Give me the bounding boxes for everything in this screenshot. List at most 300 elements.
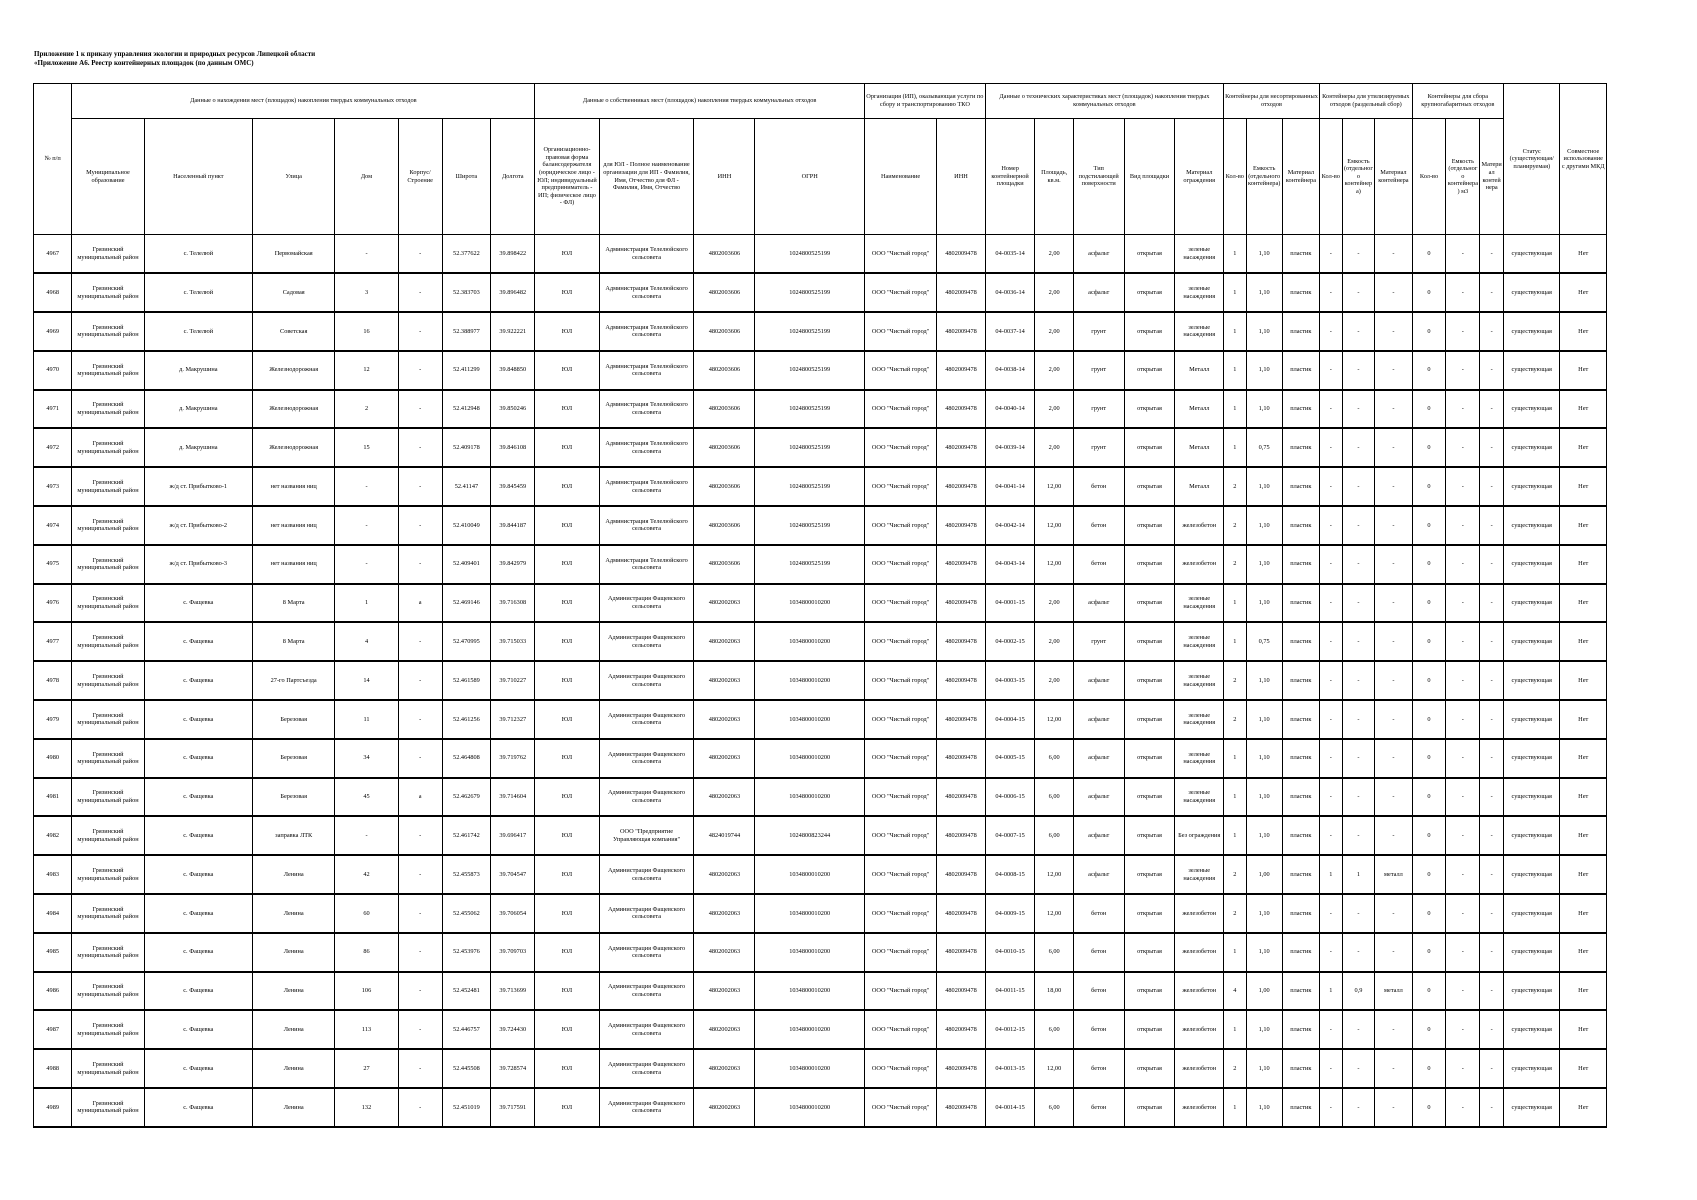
cell-fence: железобетон	[1175, 894, 1224, 933]
cell-longitude: 39.716308	[491, 584, 535, 623]
cell-recycle-capacity: -	[1342, 778, 1375, 817]
cell-municipality: Грязинский муниципальный район	[72, 467, 144, 506]
cell-area: 12,00	[1035, 894, 1073, 933]
cell-recycle-material: металл	[1375, 855, 1412, 894]
cell-legal-form: ЮЛ	[535, 545, 599, 584]
cell-status: существующая	[1504, 894, 1560, 933]
cell-street: Ленина	[253, 972, 335, 1011]
cell-recycle-material: металл	[1375, 972, 1412, 1011]
header-line-1: Приложение 1 к приказу управления экологии и природных ресурсов Липецкой области	[34, 50, 316, 58]
cell-building: -	[398, 972, 442, 1011]
cell-house: 86	[335, 933, 398, 972]
cell-operator-inn: 4802009478	[937, 545, 986, 584]
cell-legal-form: ЮЛ	[535, 972, 599, 1011]
cell-bulky-count: 0	[1412, 894, 1446, 933]
cell-building: -	[398, 894, 442, 933]
cell-unsorted-count: 2	[1224, 545, 1247, 584]
cell-operator-inn: 4802009478	[937, 816, 986, 855]
cell-building: -	[398, 622, 442, 661]
cell-ogrn: 1024800525199	[755, 506, 865, 545]
cell-street: Ленина	[253, 1010, 335, 1049]
cell-ogrn: 1034800010200	[755, 739, 865, 778]
cell-unsorted-count: 4	[1224, 972, 1247, 1011]
cell-inn: 4802003606	[694, 351, 755, 390]
cell-operator-inn: 4802009478	[937, 1010, 986, 1049]
cell-ogrn: 1034800010200	[755, 1010, 865, 1049]
cell-bulky-material: -	[1480, 351, 1504, 390]
cell-operator-name: ООО "Чистый город"	[864, 506, 936, 545]
cell-recycle-capacity: -	[1342, 739, 1375, 778]
cell-legal-form: ЮЛ	[535, 1088, 599, 1127]
cell-building: -	[398, 1088, 442, 1127]
cell-bulky-capacity: -	[1446, 894, 1480, 933]
col-settlement-header: Населенный пункт	[144, 119, 252, 235]
cell-bulky-capacity: -	[1446, 739, 1480, 778]
table-row	[34, 390, 1607, 429]
cell-house: -	[335, 506, 398, 545]
cell-area: 2,00	[1035, 584, 1073, 623]
cell-longitude: 39.844187	[491, 506, 535, 545]
cell-surface: бетон	[1073, 894, 1124, 933]
cell-surface: асфальт	[1073, 700, 1124, 739]
cell-unsorted-count: 1	[1224, 390, 1247, 429]
cell-ogrn: 1034800010200	[755, 972, 865, 1011]
cell-operator-name: ООО "Чистый город"	[864, 700, 936, 739]
cell-municipality: Грязинский муниципальный район	[72, 622, 144, 661]
cell-status: существующая	[1504, 584, 1560, 623]
cell-legal-form: ЮЛ	[535, 622, 599, 661]
cell-operator-inn: 4802009478	[937, 506, 986, 545]
cell-unsorted-capacity: 1,10	[1246, 584, 1282, 623]
group-recycle-header: Контейнеры для утилизируемых отходов (раздельный сбор)	[1319, 84, 1412, 119]
table-header	[34, 84, 1607, 235]
cell-longitude: 39.713699	[491, 972, 535, 1011]
cell-operator-inn: 4802009478	[937, 661, 986, 700]
table-row	[34, 739, 1607, 778]
cell-legal-form: ЮЛ	[535, 661, 599, 700]
cell-bulky-count: 0	[1412, 855, 1446, 894]
cell-recycle-capacity: -	[1342, 235, 1375, 274]
cell-fence: зеленые насаждения	[1175, 739, 1224, 778]
cell-site-type: открытая	[1124, 584, 1175, 623]
cell-unsorted-capacity: 1,10	[1246, 661, 1282, 700]
cell-operator-name: ООО "Чистый город"	[864, 894, 936, 933]
cell-recycle-count: -	[1319, 273, 1342, 312]
cell-unsorted-capacity: 1,00	[1246, 972, 1282, 1011]
cell-latitude: 52.388977	[442, 312, 491, 351]
cell-status: существующая	[1504, 467, 1560, 506]
cell-recycle-material: -	[1375, 390, 1412, 429]
group-owners-header: Данные о собственниках мест (площадок) накопления твердых коммунальных отходов	[535, 84, 865, 119]
cell-owner-name: Администрация Фащевского сельсовета	[599, 661, 694, 700]
cell-inn: 4824019744	[694, 816, 755, 855]
cell-site-number: 04-0011-15	[985, 972, 1035, 1011]
cell-unsorted-capacity: 1,10	[1246, 739, 1282, 778]
cell-area: 2,00	[1035, 390, 1073, 429]
cell-recycle-count: -	[1319, 584, 1342, 623]
cell-unsorted-capacity: 1,10	[1246, 545, 1282, 584]
cell-operator-name: ООО "Чистый город"	[864, 545, 936, 584]
document-header	[34, 50, 315, 68]
cell-longitude: 39.846108	[491, 428, 535, 467]
cell-inn: 4802002063	[694, 972, 755, 1011]
cell-site-type: открытая	[1124, 1049, 1175, 1088]
cell-municipality: Грязинский муниципальный район	[72, 933, 144, 972]
table-body	[34, 235, 1607, 1127]
cell-house: 12	[335, 351, 398, 390]
cell-unsorted-material: пластик	[1282, 816, 1319, 855]
cell-owner-name: Администрация Фащевского сельсовета	[599, 739, 694, 778]
cell-site-number: 04-0003-15	[985, 661, 1035, 700]
cell-longitude: 39.719762	[491, 739, 535, 778]
cell-house: -	[335, 467, 398, 506]
cell-ogrn: 1024800525199	[755, 390, 865, 429]
cell-site-number: 04-0039-14	[985, 428, 1035, 467]
cell-longitude: 39.848850	[491, 351, 535, 390]
cell-recycle-material: -	[1375, 894, 1412, 933]
cell-inn: 4802003606	[694, 467, 755, 506]
cell-site-number: 04-0009-15	[985, 894, 1035, 933]
cell-street: Ленина	[253, 855, 335, 894]
cell-number: 4980	[34, 739, 72, 778]
cell-fence: Без ограждения	[1175, 816, 1224, 855]
cell-surface: асфальт	[1073, 584, 1124, 623]
cell-legal-form: ЮЛ	[535, 739, 599, 778]
cell-unsorted-capacity: 1,10	[1246, 816, 1282, 855]
cell-status: существующая	[1504, 312, 1560, 351]
cell-inn: 4802002063	[694, 933, 755, 972]
cell-bulky-count: 0	[1412, 351, 1446, 390]
cell-bulky-count: 0	[1412, 1049, 1446, 1088]
cell-recycle-count: -	[1319, 1049, 1342, 1088]
cell-bulky-material: -	[1480, 739, 1504, 778]
cell-municipality: Грязинский муниципальный район	[72, 894, 144, 933]
table-row	[34, 428, 1607, 467]
col-owner-name-header: для ЮЛ - Полное наименование организации для ИП - Фамилия, Имя, Отчество для ФЛ - Фамилия, Имя, Отчество	[599, 119, 694, 235]
cell-house: 132	[335, 1088, 398, 1127]
cell-latitude: 52.455873	[442, 855, 491, 894]
cell-building: -	[398, 661, 442, 700]
cell-unsorted-capacity: 1,10	[1246, 1010, 1282, 1049]
cell-site-type: открытая	[1124, 855, 1175, 894]
cell-owner-name: Администрация Телелюйского сельсовета	[599, 545, 694, 584]
cell-site-type: открытая	[1124, 351, 1175, 390]
cell-inn: 4802002063	[694, 700, 755, 739]
header-line-2: «Приложение А6. Реестр контейнерных площадок (по данным ОМС)	[34, 59, 254, 67]
cell-building: -	[398, 933, 442, 972]
cell-unsorted-count: 2	[1224, 855, 1247, 894]
cell-recycle-count: -	[1319, 933, 1342, 972]
cell-settlement: с. Фащевка	[144, 622, 252, 661]
cell-number: 4981	[34, 778, 72, 817]
cell-recycle-capacity: -	[1342, 273, 1375, 312]
cell-municipality: Грязинский муниципальный район	[72, 545, 144, 584]
cell-owner-name: Администрация Фащевского сельсовета	[599, 1088, 694, 1127]
cell-unsorted-count: 2	[1224, 661, 1247, 700]
cell-area: 2,00	[1035, 351, 1073, 390]
cell-building: -	[398, 351, 442, 390]
cell-street: Березовая	[253, 700, 335, 739]
cell-unsorted-material: пластик	[1282, 467, 1319, 506]
cell-bulky-count: 0	[1412, 661, 1446, 700]
cell-status: существующая	[1504, 1088, 1560, 1127]
cell-mkd: Нет	[1560, 855, 1607, 894]
cell-area: 12,00	[1035, 545, 1073, 584]
cell-number: 4988	[34, 1049, 72, 1088]
cell-unsorted-count: 2	[1224, 1049, 1247, 1088]
cell-mkd: Нет	[1560, 894, 1607, 933]
cell-bulky-count: 0	[1412, 273, 1446, 312]
cell-unsorted-count: 1	[1224, 428, 1247, 467]
col-inn-header: ИНН	[694, 119, 755, 235]
cell-ogrn: 1034800010200	[755, 855, 865, 894]
cell-municipality: Грязинский муниципальный район	[72, 972, 144, 1011]
cell-mkd: Нет	[1560, 1010, 1607, 1049]
cell-unsorted-capacity: 1,10	[1246, 1088, 1282, 1127]
cell-house: 4	[335, 622, 398, 661]
cell-building: -	[398, 428, 442, 467]
cell-recycle-material: -	[1375, 235, 1412, 274]
cell-building: -	[398, 1049, 442, 1088]
cell-site-number: 04-0010-15	[985, 933, 1035, 972]
cell-surface: грунт	[1073, 428, 1124, 467]
cell-street: Ленина	[253, 1088, 335, 1127]
cell-inn: 4802003606	[694, 390, 755, 429]
cell-unsorted-count: 1	[1224, 351, 1247, 390]
cell-area: 6,00	[1035, 1088, 1073, 1127]
cell-ogrn: 1034800010200	[755, 1088, 865, 1127]
cell-fence: железобетон	[1175, 1088, 1224, 1127]
cell-legal-form: ЮЛ	[535, 933, 599, 972]
cell-latitude: 52.41147	[442, 467, 491, 506]
cell-bulky-count: 0	[1412, 816, 1446, 855]
cell-ogrn: 1034800010200	[755, 622, 865, 661]
cell-settlement: с. Фащевка	[144, 855, 252, 894]
cell-recycle-capacity: -	[1342, 467, 1375, 506]
cell-operator-inn: 4802009478	[937, 351, 986, 390]
cell-bulky-capacity: -	[1446, 273, 1480, 312]
cell-mkd: Нет	[1560, 390, 1607, 429]
cell-municipality: Грязинский муниципальный район	[72, 700, 144, 739]
cell-bulky-material: -	[1480, 778, 1504, 817]
cell-site-number: 04-0036-14	[985, 273, 1035, 312]
cell-ogrn: 1024800823244	[755, 816, 865, 855]
cell-site-number: 04-0005-15	[985, 739, 1035, 778]
cell-recycle-material: -	[1375, 778, 1412, 817]
cell-recycle-count: -	[1319, 778, 1342, 817]
cell-fence: Металл	[1175, 390, 1224, 429]
cell-recycle-capacity: -	[1342, 584, 1375, 623]
cell-bulky-material: -	[1480, 622, 1504, 661]
cell-ogrn: 1024800525199	[755, 545, 865, 584]
cell-municipality: Грязинский муниципальный район	[72, 312, 144, 351]
cell-bulky-material: -	[1480, 972, 1504, 1011]
cell-unsorted-count: 1	[1224, 235, 1247, 274]
cell-ogrn: 1034800010200	[755, 584, 865, 623]
cell-inn: 4802003606	[694, 235, 755, 274]
cell-number: 4984	[34, 894, 72, 933]
cell-operator-name: ООО "Чистый город"	[864, 390, 936, 429]
cell-settlement: д. Макрушина	[144, 428, 252, 467]
cell-operator-name: ООО "Чистый город"	[864, 972, 936, 1011]
cell-owner-name: Администрация Телелюйского сельсовета	[599, 390, 694, 429]
cell-settlement: с. Фащевка	[144, 739, 252, 778]
table-row	[34, 235, 1607, 274]
cell-bulky-material: -	[1480, 584, 1504, 623]
cell-latitude: 52.411299	[442, 351, 491, 390]
cell-settlement: с. Фащевка	[144, 972, 252, 1011]
cell-area: 2,00	[1035, 273, 1073, 312]
cell-operator-name: ООО "Чистый город"	[864, 1010, 936, 1049]
cell-house: 106	[335, 972, 398, 1011]
cell-surface: бетон	[1073, 1088, 1124, 1127]
cell-house: 113	[335, 1010, 398, 1049]
cell-area: 12,00	[1035, 467, 1073, 506]
group-tech-header: Данные о технических характеристиках мест (площадок) накопления твердых коммунальных отходов	[985, 84, 1223, 119]
cell-inn: 4802002063	[694, 894, 755, 933]
cell-longitude: 39.896482	[491, 273, 535, 312]
cell-status: существующая	[1504, 972, 1560, 1011]
cell-street: Березовая	[253, 739, 335, 778]
cell-longitude: 39.845459	[491, 467, 535, 506]
cell-number: 4973	[34, 467, 72, 506]
cell-inn: 4802002063	[694, 778, 755, 817]
cell-unsorted-capacity: 1,10	[1246, 351, 1282, 390]
cell-house: -	[335, 816, 398, 855]
cell-unsorted-material: пластик	[1282, 778, 1319, 817]
table-row	[34, 1088, 1607, 1127]
cell-inn: 4802002063	[694, 1010, 755, 1049]
group-location-header: Данные о нахождении мест (площадок) накопления твердых коммунальных отходов	[72, 84, 535, 119]
cell-bulky-count: 0	[1412, 972, 1446, 1011]
col-mo-header: Муниципальное образование	[72, 119, 144, 235]
cell-bulky-capacity: -	[1446, 584, 1480, 623]
cell-longitude: 39.715033	[491, 622, 535, 661]
cell-site-type: открытая	[1124, 1088, 1175, 1127]
cell-bulky-material: -	[1480, 467, 1504, 506]
cell-unsorted-material: пластик	[1282, 1049, 1319, 1088]
cell-recycle-count: -	[1319, 700, 1342, 739]
cell-mkd: Нет	[1560, 584, 1607, 623]
cell-recycle-count: -	[1319, 1088, 1342, 1127]
table-row	[34, 584, 1607, 623]
col-unsorted-count-header: Кол-во	[1224, 119, 1247, 235]
cell-bulky-material: -	[1480, 273, 1504, 312]
cell-site-type: открытая	[1124, 816, 1175, 855]
cell-latitude: 52.410049	[442, 506, 491, 545]
cell-recycle-count: -	[1319, 739, 1342, 778]
cell-street: Первомайская	[253, 235, 335, 274]
cell-street: Ленина	[253, 894, 335, 933]
cell-house: -	[335, 235, 398, 274]
cell-latitude: 52.453976	[442, 933, 491, 972]
cell-unsorted-count: 2	[1224, 506, 1247, 545]
cell-recycle-material: -	[1375, 584, 1412, 623]
col-site-type-header: Вид площадки	[1124, 119, 1175, 235]
cell-mkd: Нет	[1560, 739, 1607, 778]
cell-bulky-capacity: -	[1446, 390, 1480, 429]
cell-operator-name: ООО "Чистый город"	[864, 351, 936, 390]
cell-latitude: 52.412948	[442, 390, 491, 429]
cell-mkd: Нет	[1560, 1049, 1607, 1088]
cell-site-number: 04-0040-14	[985, 390, 1035, 429]
cell-bulky-material: -	[1480, 312, 1504, 351]
cell-site-type: открытая	[1124, 972, 1175, 1011]
table-row	[34, 622, 1607, 661]
cell-inn: 4802002063	[694, 1049, 755, 1088]
cell-unsorted-material: пластик	[1282, 622, 1319, 661]
cell-recycle-count: -	[1319, 351, 1342, 390]
cell-operator-inn: 4802009478	[937, 428, 986, 467]
cell-recycle-count: -	[1319, 545, 1342, 584]
cell-bulky-capacity: -	[1446, 545, 1480, 584]
cell-settlement: ж/д ст. Прибытково-3	[144, 545, 252, 584]
cell-unsorted-count: 2	[1224, 894, 1247, 933]
cell-site-number: 04-0012-15	[985, 1010, 1035, 1049]
cell-bulky-material: -	[1480, 506, 1504, 545]
cell-recycle-material: -	[1375, 816, 1412, 855]
cell-number: 4974	[34, 506, 72, 545]
cell-longitude: 39.712327	[491, 700, 535, 739]
cell-legal-form: ЮЛ	[535, 273, 599, 312]
cell-inn: 4802003606	[694, 545, 755, 584]
cell-building: -	[398, 816, 442, 855]
cell-bulky-capacity: -	[1446, 467, 1480, 506]
cell-settlement: с. Фащевка	[144, 700, 252, 739]
cell-unsorted-material: пластик	[1282, 661, 1319, 700]
cell-owner-name: Администрация Телелюйского сельсовета	[599, 428, 694, 467]
cell-ogrn: 1024800525199	[755, 312, 865, 351]
col-house-header: Дом	[335, 119, 398, 235]
cell-number: 4989	[34, 1088, 72, 1127]
cell-operator-inn: 4802009478	[937, 467, 986, 506]
table-row	[34, 778, 1607, 817]
cell-unsorted-material: пластик	[1282, 351, 1319, 390]
cell-municipality: Грязинский муниципальный район	[72, 855, 144, 894]
cell-mkd: Нет	[1560, 312, 1607, 351]
col-mkd-header: Совместное использование с другими МКД	[1560, 84, 1607, 235]
cell-longitude: 39.724430	[491, 1010, 535, 1049]
cell-surface: бетон	[1073, 1010, 1124, 1049]
cell-unsorted-count: 1	[1224, 739, 1247, 778]
cell-site-type: открытая	[1124, 312, 1175, 351]
cell-longitude: 39.898422	[491, 235, 535, 274]
cell-recycle-capacity: -	[1342, 506, 1375, 545]
cell-bulky-capacity: -	[1446, 1010, 1480, 1049]
cell-bulky-material: -	[1480, 661, 1504, 700]
cell-bulky-capacity: -	[1446, 506, 1480, 545]
cell-number: 4972	[34, 428, 72, 467]
cell-bulky-material: -	[1480, 700, 1504, 739]
cell-unsorted-capacity: 1,10	[1246, 933, 1282, 972]
table-row	[34, 933, 1607, 972]
cell-status: существующая	[1504, 428, 1560, 467]
cell-area: 12,00	[1035, 506, 1073, 545]
cell-operator-inn: 4802009478	[937, 855, 986, 894]
cell-operator-inn: 4802009478	[937, 933, 986, 972]
cell-unsorted-capacity: 0,75	[1246, 428, 1282, 467]
cell-recycle-count: -	[1319, 661, 1342, 700]
cell-recycle-count: -	[1319, 312, 1342, 351]
cell-bulky-count: 0	[1412, 739, 1446, 778]
cell-recycle-capacity: 1	[1342, 855, 1375, 894]
cell-status: существующая	[1504, 273, 1560, 312]
cell-surface: грунт	[1073, 390, 1124, 429]
cell-house: 34	[335, 739, 398, 778]
cell-area: 6,00	[1035, 778, 1073, 817]
cell-mkd: Нет	[1560, 661, 1607, 700]
cell-unsorted-capacity: 1,10	[1246, 894, 1282, 933]
